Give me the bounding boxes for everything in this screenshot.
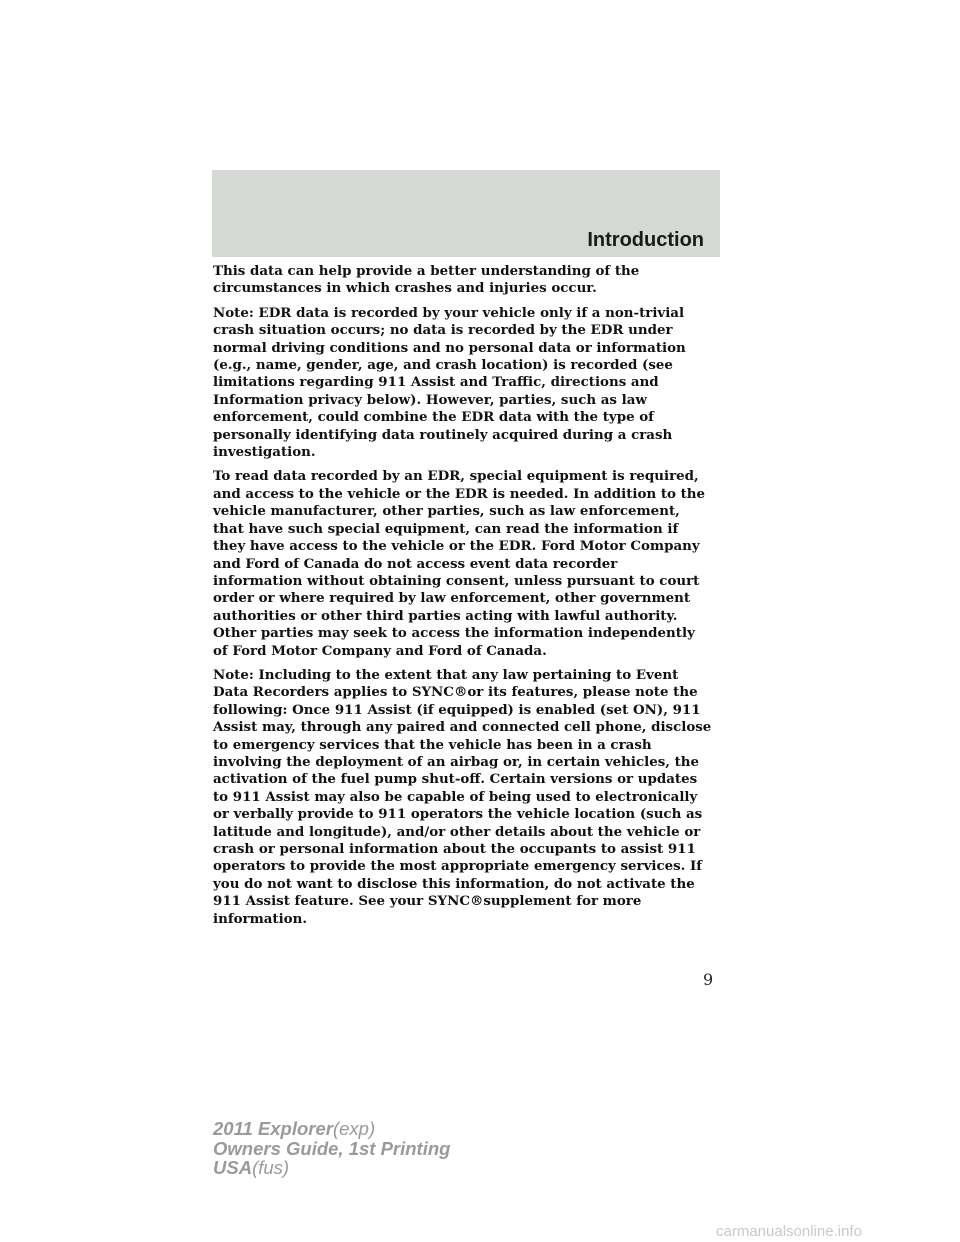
- paragraph-edr-purpose: This data can help provide a better understanding of the circumstances in which crashes and injuries occur.: [213, 263, 640, 297]
- section-title: Introduction: [587, 229, 704, 251]
- print-footer: [213, 1119, 450, 1178]
- watermark: carmanualsonline.info: [716, 1223, 862, 1240]
- footer-line-model: [213, 1119, 450, 1139]
- footer-market-code: (fus): [252, 1157, 290, 1178]
- paragraph-edr-access: To read data recorded by an EDR, special equipment is required, and access to the vehicle or the EDR is needed. In addition to the vehicle manufacturer, other parties, such as law enforcement, that have such special equipment, can read the information if they have access to the vehicle or the EDR. Ford Motor Company and Ford of Canada do not access event data recorder information without obtaining consent, unless pursuant to court order or where required by law enforcement, other government authorities or other third parties acting with lawful authority. Other parties may seek to access the information independently of Ford Motor Company and Ford of Canada.: [213, 468, 706, 659]
- footer-model: 2011 Explorer: [213, 1118, 333, 1139]
- section-header-band: [212, 170, 720, 257]
- body-text: [213, 263, 723, 935]
- footer-line-guide: [213, 1139, 450, 1159]
- footer-line-market: [213, 1158, 450, 1178]
- footer-model-code: (exp): [332, 1118, 376, 1139]
- paragraph-edr-note: Note: EDR data is recorded by your vehicle only if a non-trivial crash situation occurs; no data is recorded by the EDR under normal driving conditions and no personal data or information (e.g., name, gender, age, and crash location) is recorded (see limitations regarding 911 Assist and Traffic, directions and Information privacy below). However, parties, such as law enforcement, could combine the EDR data with the type of personally identifying data routinely acquired during a crash investigation.: [213, 304, 686, 461]
- paragraph-sync-note: Note: Including to the extent that any law pertaining to Event Data Recorders applies to SYNC®or its features, please note the following: Once 911 Assist (if equipped) is enabled (set ON), 911 Assist may, through any paired and connected cell phone, disclose to emergency services that the vehicle has been in a crash involving the deployment of an airbag or, in certain vehicles, the activation of the fuel pump shut-off. Certain versions or updates to 911 Assist may also be capable of being used to electronically or verbally provide to 911 operators the vehicle location (such as latitude and longitude), and/or other details about the vehicle or crash or personal information about the occupants to assist 911 operators to provide the most appropriate emergency services. If you do not want to disclose this information, do not activate the 911 Assist feature. See your SYNC®supplement for more information.: [213, 666, 712, 927]
- footer-guide: Owners Guide, 1st Printing: [213, 1137, 451, 1159]
- page-number: 9: [703, 970, 714, 989]
- footer-market: USA: [213, 1157, 253, 1178]
